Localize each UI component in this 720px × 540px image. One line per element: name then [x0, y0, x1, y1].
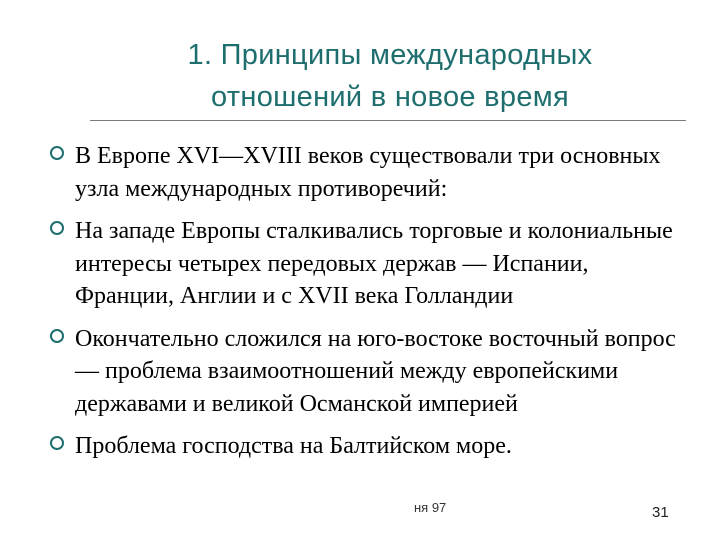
bullet-item — [50, 430, 690, 463]
bullet-item — [50, 215, 690, 313]
page-number: 31 — [652, 504, 669, 521]
bullet-list — [50, 140, 690, 473]
slide-title-line-2: отношений в новое время — [211, 81, 569, 113]
bullet-text: Проблема господства на Балтийском море. — [75, 433, 512, 459]
bullet-item — [50, 323, 690, 421]
bullet-text: На западе Европы сталкивались торговые и колониальные интересы четырех передовых держав — Испании, Франции, Англии и с XVII века Голландии — [75, 218, 673, 309]
bullet-circle-icon — [50, 436, 64, 450]
bullet-text: Окончательно сложился на юго-востоке восточный вопрос — проблема взаимоотношений между европейскими державами и великой Османской империей — [75, 325, 676, 417]
slide-title — [90, 34, 690, 118]
bullet-circle-icon — [50, 221, 64, 235]
slide-title-line-1: 1. Принципы международных — [187, 39, 593, 71]
bullet-text: В Европе XVI—XVIII веков существовали три основных узла международных противоречий: — [75, 143, 661, 202]
title-divider — [90, 120, 686, 121]
footer-mark: ня 97 — [414, 500, 447, 515]
bullet-item — [50, 140, 690, 205]
bullet-circle-icon — [50, 146, 64, 160]
bullet-circle-icon — [50, 329, 64, 343]
